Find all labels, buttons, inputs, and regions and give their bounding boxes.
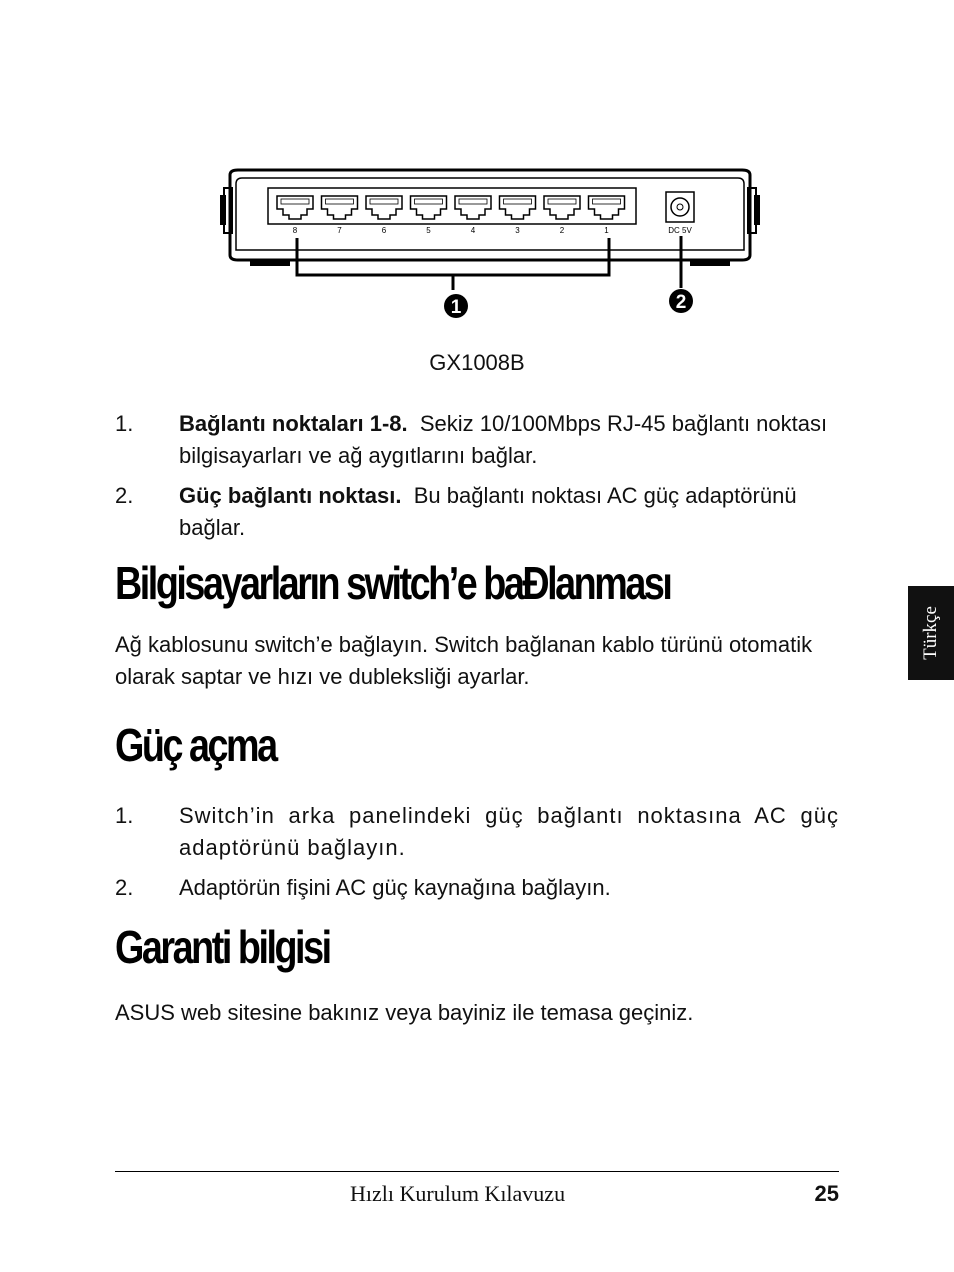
- rj45-port: [277, 196, 313, 219]
- rj45-port-contacts: [370, 199, 398, 204]
- port-description-list: [115, 408, 839, 544]
- rj45-port-contacts: [326, 199, 354, 204]
- rj45-port-contacts: [504, 199, 532, 204]
- rj45-port: [500, 196, 536, 219]
- list-item: [115, 872, 839, 904]
- rj45-port-contacts: [415, 199, 443, 204]
- callout-2-label: 2: [675, 292, 687, 313]
- list-item-text: Bu bağlantı noktası AC güç adaptörünü bağlar.: [179, 483, 797, 540]
- footer-divider: [115, 1171, 839, 1172]
- section-warranty-text: ASUS web sitesine bakınız veya bayiniz ile temasa geçiniz.: [115, 1000, 694, 1025]
- port-number-label: 7: [337, 226, 342, 235]
- rj45-port: [322, 196, 358, 219]
- port-number-label: 6: [381, 226, 387, 235]
- rj45-port-contacts: [459, 199, 487, 204]
- port-number-label: 5: [426, 226, 431, 235]
- rj45-port-contacts: [593, 199, 621, 204]
- rj45-port-contacts: [281, 199, 309, 204]
- section-heading-warranty: Garanti bilgisi: [115, 921, 330, 973]
- switch-back-panel-diagram: [220, 160, 760, 330]
- section-heading-power: Güç açma: [115, 719, 276, 771]
- rj45-port: [366, 196, 402, 219]
- list-item-text: Sekiz 10/100Mbps RJ-45 bağlantı noktası bilgisayarları ve ağ aygıtlarını bağlar.: [179, 411, 828, 468]
- list-item-number: 1.: [115, 803, 134, 828]
- list-item-number: 2.: [115, 483, 134, 508]
- list-item-term: Güç bağlantı noktası.: [179, 483, 402, 508]
- list-item-number: 2.: [115, 875, 134, 900]
- power-steps-list: [115, 800, 839, 904]
- port-number-label: 1: [604, 226, 609, 235]
- page-number: 25: [814, 1181, 839, 1206]
- list-item-term: Bağlantı noktaları 1-8.: [179, 411, 408, 436]
- list-item: [115, 800, 839, 864]
- list-item-number: 1.: [115, 411, 134, 436]
- section-connect-text: Ağ kablosunu switch’e bağlayın. Switch bağlanan kablo türünü otomatik olarak saptar ve hızı ve dubleksliği ayarlar.: [115, 632, 813, 689]
- list-item-text: Switch’in arka panelindeki güç bağlantı noktasına AC güç adaptörünü bağlayın.: [179, 803, 839, 860]
- footer-title: Hızlı Kurulum Kılavuzu: [350, 1181, 566, 1206]
- list-item: [115, 408, 839, 472]
- rj45-port: [589, 196, 625, 219]
- list-item-text: Adaptörün fişini AC güç kaynağına bağlayın.: [179, 875, 611, 900]
- rj45-port: [411, 196, 447, 219]
- power-label: DC 5V: [668, 226, 692, 235]
- rj45-port-contacts: [548, 199, 576, 204]
- rj45-port: [455, 196, 491, 219]
- list-item: [115, 480, 839, 544]
- language-side-tab: [908, 586, 954, 680]
- language-side-tab-label: Türkçe: [920, 606, 941, 660]
- port-number-label: 3: [515, 226, 520, 235]
- port-number-label: 2: [559, 226, 565, 235]
- section-heading-connect: Bilgisayarların switch’e baÐlanması: [115, 557, 671, 609]
- diagram-caption: GX1008B: [429, 350, 525, 375]
- callout-1-label: 1: [450, 297, 462, 318]
- port-number-label: 4: [470, 226, 476, 235]
- rj45-port: [544, 196, 580, 219]
- port-number-label: 8: [292, 226, 298, 235]
